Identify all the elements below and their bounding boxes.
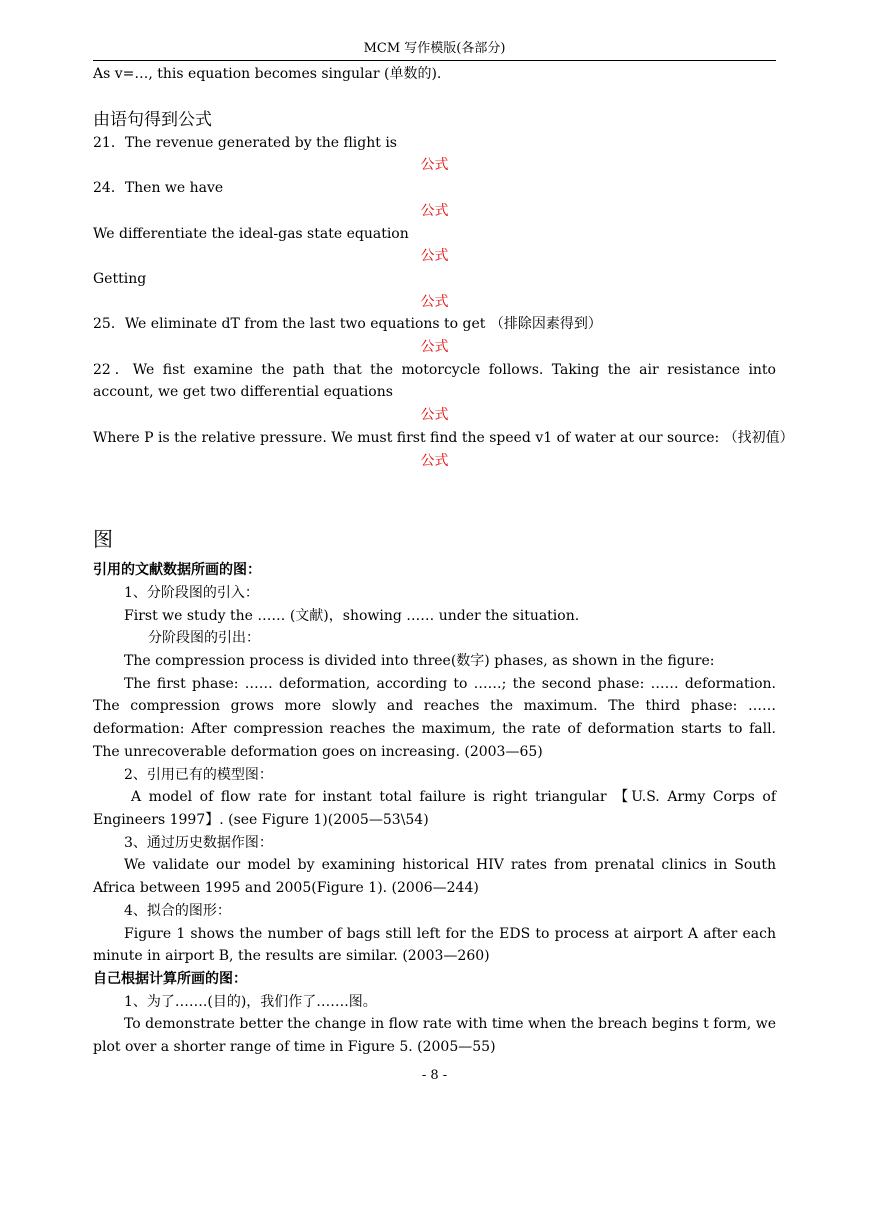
line-25: 25．We eliminate dT from the last two equations to get （排除因素得到） [93,316,602,333]
formula-placeholder: 公式 [420,339,449,356]
formula-placeholder: 公式 [420,248,449,265]
line-getting: Getting [93,270,147,287]
item-4-heading: 4、拟合的图形： [124,902,231,919]
section-heading-formula: 由语句得到公式 [93,109,212,130]
item-1-heading: 1、分阶段图的引入： [124,584,259,601]
item-2-heading: 2、引用已有的模型图： [124,766,273,783]
document-page [93,0,794,1228]
item-3-paragraph: We validate our model by examining historical HIV rates from prenatal clinics in South Africa between 1995 and 2005(Figure 1). (2006—244) [93,857,776,897]
line-21: 21．The revenue generated by the flight is [93,134,397,151]
section-heading-figure: 图 [93,527,113,552]
item-1-out: 分阶段图的引出： [148,630,260,647]
header-rule [93,60,776,61]
subheading-own: 自己根据计算所画的图： [93,970,247,987]
formula-placeholder: 公式 [420,407,449,424]
own-1-heading: 1、为了…….(目的)，我们作了…….图。 [124,993,377,1010]
formula-placeholder: 公式 [420,157,449,174]
own-1-paragraph: To demonstrate better the change in flow rate with time when the breach begins t form, we plot over a shorter range of time in Figure 5. (2005—55) [93,1016,776,1056]
compression-text: The compression process is divided into three(数字) phases, as shown in the figure: [124,653,715,670]
line-24: 24．Then we have [93,180,224,197]
phases-paragraph: The first phase: …… deformation, according to ……; the second phase: …… deformation. The compression grows more slowly and reaches the maximum. The third phase: ……deformation: After compression reaches the maximum, the rate of deformation starts to fall. The unrecoverable deformation goes on increasing. (2003—65) [93,675,776,760]
line-22: 22．We fist examine the path that the motorcycle follows. Taking the air resistance into account, we get two differential equations [93,361,776,401]
item-1-text: First we study the …… (文献)，showing …… under the situation. [124,607,580,624]
page-number: - 8 - [421,1068,448,1083]
item-4-paragraph: Figure 1 shows the number of bags still left for the EDS to process at airport A after each minute in airport B, the results are similar. (2003—260) [93,925,776,965]
spacer [93,86,776,108]
formula-placeholder: 公式 [420,293,449,310]
item-3-heading: 3、通过历史数据作图： [124,834,273,851]
line-ideal-gas: We differentiate the ideal-gas state equation [93,225,409,242]
page-body [93,63,794,1059]
formula-placeholder: 公式 [420,202,449,219]
page-header: MCM 写作模版(各部分) [363,41,506,56]
item-2-paragraph: A model of flow rate for instant total failure is right triangular 【U.S. Army Corps of Engineers 1997】. (see Figure 1)(2005—53\54) [93,789,776,828]
subheading-cited: 引用的文献数据所画的图： [93,562,261,579]
spacer [93,472,776,525]
formula-placeholder: 公式 [420,452,449,469]
line-where-p: Where P is the relative pressure. We must first find the speed v1 of water at our source: （找初值） [93,429,794,446]
singular-line: As v=…, this equation becomes singular (单数的). [93,66,442,82]
